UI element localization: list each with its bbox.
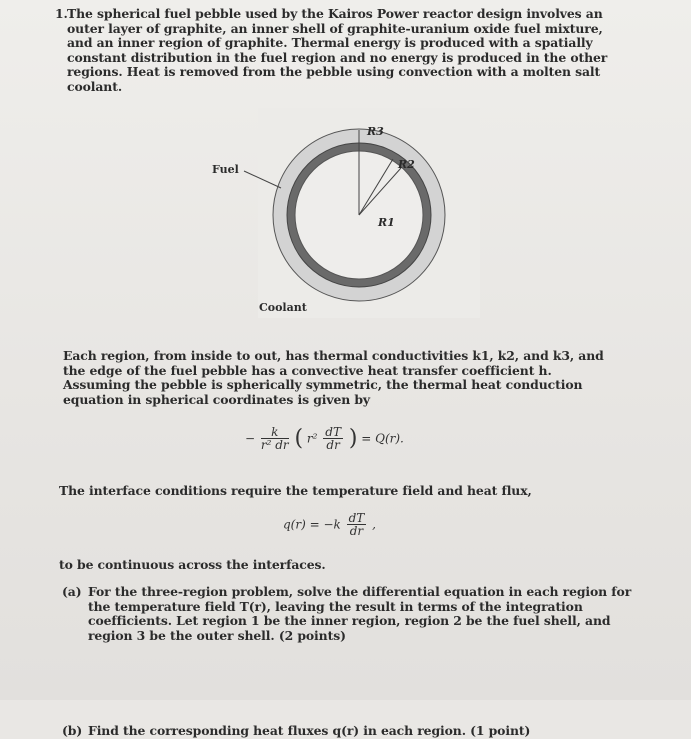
heat-flux-equation: q(r) = −k $\frac{dT}{dr}$ , bbox=[283, 511, 376, 538]
regions-paragraph: Each region, from inside to out, has thermal conductivities k1, k2, and k3, and the edge of the fuel pebble has a convective heat transfer coefficient h. Assuming the pebble is spherically symmetric, the thermal heat conduction equation in spherical coordinates is given by bbox=[63, 348, 604, 407]
eq1-derivative: $\frac{dT}{dr}$ bbox=[325, 425, 341, 452]
part-a-text: For the three-region problem, solve the differential equation in each region for the temperature field T(r), leaving the result in terms of the integration coefficients. Let region 1 be the inner region, region 2 be the fuel shell, and region 3 be the outer shell. (2 points) bbox=[88, 584, 632, 643]
fuel-label: Fuel bbox=[212, 163, 239, 176]
interface-paragraph: The interface conditions require the temperature field and heat flux, bbox=[59, 483, 532, 498]
r3-label: R3 bbox=[367, 125, 384, 138]
part-b-text: Find the corresponding heat fluxes q(r) in each region. (1 point) bbox=[88, 723, 531, 739]
part-b bbox=[62, 724, 646, 739]
part-a bbox=[62, 585, 646, 643]
eq1-coefficient: $\frac{k}{\text{r² dr}}$ bbox=[260, 425, 289, 452]
continuity-sentence: to be continuous across the interfaces. bbox=[59, 557, 326, 572]
r1-label: R1 bbox=[378, 216, 395, 229]
part-b-label: (b) bbox=[62, 723, 83, 739]
problem-intro-text: The spherical fuel pebble used by the Kairos Power reactor design involves an outer layer of graphite, an inner shell of graphite-uranium oxide fuel mixture, and an inner region of graphite. Thermal energy is produced with a spatially constant distribution in the fuel region and no energy is produced in the other regions. Heat is removed from the pebble using convection with a molten salt coolant. bbox=[67, 6, 608, 94]
problem-number: 1. bbox=[55, 6, 68, 21]
conduction-equation: − $\frac{k}{\text{r² dr}}$ ( r² $\frac{dT}{dr}$ ) = Q(r). bbox=[245, 425, 404, 452]
part-a-label: (a) bbox=[62, 584, 82, 599]
coolant-label: Coolant bbox=[259, 301, 307, 314]
r2-label: R2 bbox=[398, 158, 415, 171]
